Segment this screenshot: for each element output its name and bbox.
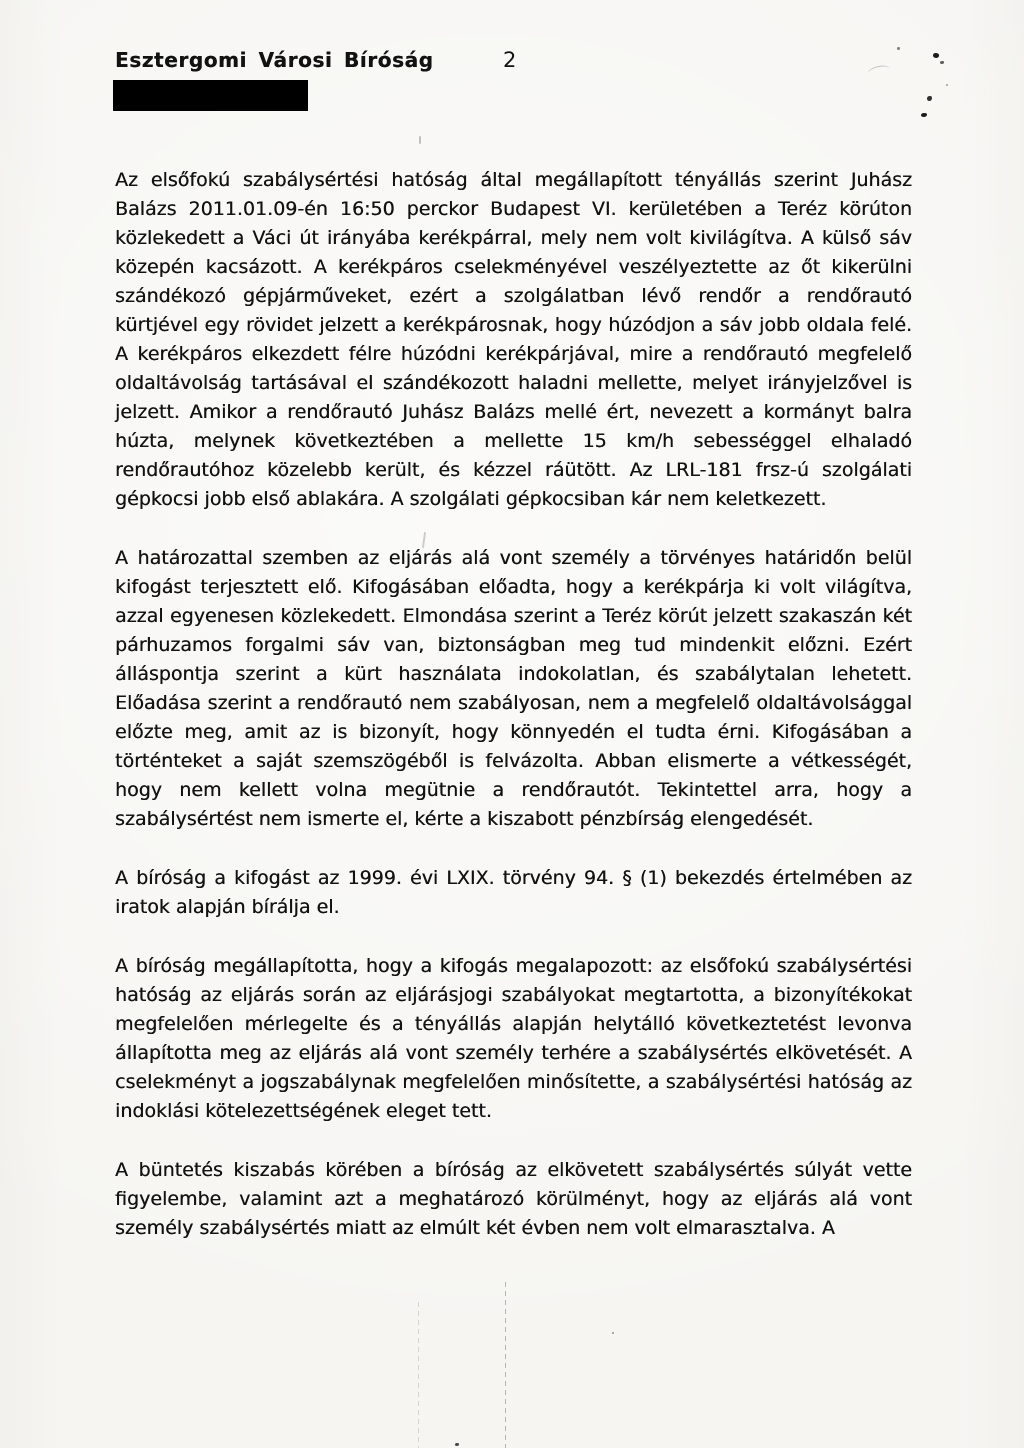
body-paragraph: A büntetés kiszabás körében a bíróság az elkövetett szabálysértés súlyát vette figyelembe, valamint azt a meghatározó körülményt, hogy az eljárás alá vont személy szabálysértés miatt az elmúlt két évben nem volt elmarasztalva. A <box>115 1159 912 1239</box>
scan-scratch-mark <box>867 64 891 78</box>
ink-speck <box>946 84 948 86</box>
body-paragraph: Az elsőfokú szabálysértési hatóság által megállapított tényállás szerint Juhász Balázs 2011.01.09-én 16:50 perckor Budapest VI. kerületében a Teréz körúton közlekedett a Váci út irányába kerékpárral, mely nem volt kivilágítva. A külső sáv közepén kacsázott. A kerékpáros cselekményével veszélyeztette az őt kikerülni szándékozó gépjárműveket, ezért a szolgálatban lévő rendőr a rendőrautó kürtjével egy rövidet jelzett a kerékpárosnak, hogy húzódjon a sáv jobb oldala felé. A kerékpáros elkezdett félre húzódni kerékpárjával, mire a rendőrautó megfelelő oldaltávolság tartásával el szándékozott haladni mellette, melyet irányjelzővel is jelzett. Amikor a rendőrautó Juhász Balázs mellé ért, nevezett a kormányt balra húzta, melynek következtében a mellette 15 km/h sebességgel elhaladó rendőrautóhoz közelebb került, és kézzel ráütött. Az LRL-181 frsz-ú szolgálati gépkocsi jobb első ablakára. A szolgálati gépkocsiban kár nem keletkezett. <box>115 169 912 510</box>
ink-speck <box>612 1332 614 1334</box>
ink-speck <box>897 47 900 50</box>
body-paragraph: A bíróság a kifogást az 1999. évi LXIX. törvény 94. § (1) bekezdés értelmében az iratok alapján bírálja el. <box>115 867 912 918</box>
ink-speck <box>921 113 927 117</box>
ink-speck <box>932 52 939 59</box>
page-number: 2 <box>503 48 517 72</box>
court-name: Esztergomi Városi Bíróság <box>115 48 434 72</box>
ink-speck <box>940 61 944 64</box>
crease-line <box>418 1302 419 1448</box>
redaction-bar <box>113 80 308 111</box>
fold-mark <box>419 136 421 144</box>
ink-speck <box>927 96 932 101</box>
crease-line <box>505 1282 506 1448</box>
ink-speck <box>455 1443 459 1446</box>
document-body <box>115 166 912 1273</box>
body-paragraph: A bíróság megállapította, hogy a kifogás megalapozott: az elsőfokú szabálysértési hatóság az eljárás során az eljárásjogi szabályokat megtartotta, a bizonyítékokat megfelelően mérlegelte és a tényállás alapján helytálló következtetést levonva állapította meg az eljárás alá vont személy terhére a szabálysértés elkövetését. A cselekményt a jogszabálynak megfelelően minősítette, a szabálysértési hatóság az indoklási kötelezettségének eleget tett. <box>115 955 912 1122</box>
body-paragraph: A határozattal szemben az eljárás alá vont személy a törvényes határidőn belül kifogást terjesztett elő. Kifogásában előadta, hogy a kerékpárja ki volt világítva, azzal egyenesen közlekedett. Elmondása szerint a Teréz körút jelzett szakaszán két párhuzamos forgalmi sáv van, biztonságban meg tud mindenkit előzni. Ezért álláspontja szerint a kürt használata indokolatlan, és szabálytalan lehetett. Előadása szerint a rendőrautó nem szabályosan, nem a megfelelő oldaltávolsággal előzte meg, amit az is bizonyít, hogy könnyedén el tudta érni. Kifogásában a történteket a saját szemszögéből is felvázolta. Abban elismerte a vétkességét, hogy nem kellett volna megütnie a rendőrautót. Tekintettel arra, hogy a szabálysértést nem ismerte el, kérte a kiszabott pénzbírság elengedését. <box>115 547 912 830</box>
